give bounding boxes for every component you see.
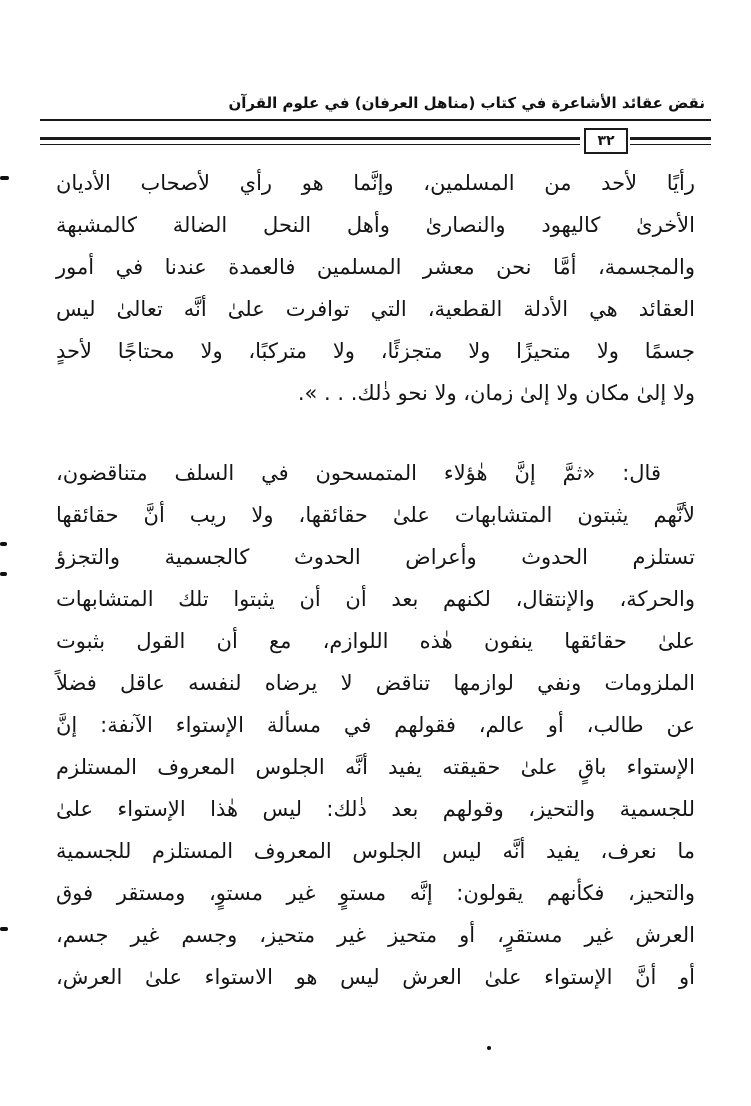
text-line: تستلزم الحدوث وأعراض الحدوث كالجسمية والتجزؤ [56, 545, 695, 569]
text-line: أو أنَّ الإستواء علىٰ العرش ليس هو الاستواء علىٰ العرش، [56, 965, 695, 989]
text-line: عن طالب، أو عالم، فقولهم في مسألة الإستواء الآنفة: إنَّ [56, 713, 695, 737]
text-line: والمجسمة، أمَّا نحن معشر المسلمين فالعمدة عندنا في أمور [56, 255, 695, 279]
running-header-title: نقض عقائد الأشاعرة في كتاب (مناهل العرفان) في علوم القرآن [228, 94, 705, 112]
text-line: ما نعرف، يفيد أنَّه ليس الجلوس المعروف المستلزم للجسمية [56, 839, 695, 863]
text-line: للجسمية والتحيز، وقولهم بعد ذٰلك: ليس هٰذا الإستواء علىٰ [56, 797, 695, 821]
text-line: رأيًا لأحد من المسلمين، وإنَّما هو رأي لأصحاب الأديان [56, 171, 695, 195]
text-line: الإستواء باقٍ علىٰ حقيقته يفيد أنَّه الجلوس المعروف المستلزم [56, 755, 695, 779]
ornament-rule-right [630, 137, 711, 145]
scan-artifact [0, 176, 9, 180]
header-ornament-band [40, 128, 711, 154]
header-rule [40, 119, 711, 121]
text-line: والحركة، والإنتقال، لكنهم بعد أن أن يثبتوا تلك المتشابهات [56, 587, 695, 611]
page-body [56, 162, 695, 998]
text-line: لأنَّهم يثبتون المتشابهات علىٰ حقائقها، ولا ريب أنَّ حقائقها [56, 503, 695, 527]
scan-artifact [0, 572, 7, 576]
text-line: ولا إلىٰ مكان ولا إلىٰ زمان، ولا نحو ذٰلك. . . ». [297, 381, 695, 405]
scan-artifact [0, 542, 7, 546]
paragraph-1 [56, 162, 695, 414]
paragraph-2 [56, 452, 695, 998]
text-line: جسمًا ولا متحيزًا ولا متجزئًا، ولا متركبًا، ولا محتاجًا لأحدٍ [56, 339, 695, 363]
scan-artifact [487, 1046, 491, 1050]
page-number: ٣٢ [597, 133, 615, 149]
page-number-badge [584, 128, 628, 154]
text-line: والتحيز، فكأنهم يقولون: إنَّه مستوٍ غير مستوٍ، ومستقر فوق [56, 881, 695, 905]
text-line: العقائد هي الأدلة القطعية، التي توافرت علىٰ أنَّه تعالىٰ ليس [56, 297, 695, 321]
text-line: الأخرىٰ كاليهود والنصارىٰ وأهل النحل الضالة كالمشبهة [56, 213, 695, 237]
text-line: الملزومات ونفي لوازمها تناقض لا يرضاه لنفسه عاقل فضلاً [56, 671, 695, 695]
ornament-rule-left [40, 137, 580, 145]
text-line: علىٰ حقائقها ينفون هٰذه اللوازم، مع أن القول بثبوت [56, 629, 695, 653]
scan-artifact [0, 927, 8, 931]
text-line: العرش غير مستقرٍ، أو متحيز غير متحيز، وجسم غير جسم، [56, 923, 695, 947]
text-line: قال: «ثمَّ إنَّ هٰؤلاء المتمسحون في السلف متناقضون، [56, 461, 661, 485]
